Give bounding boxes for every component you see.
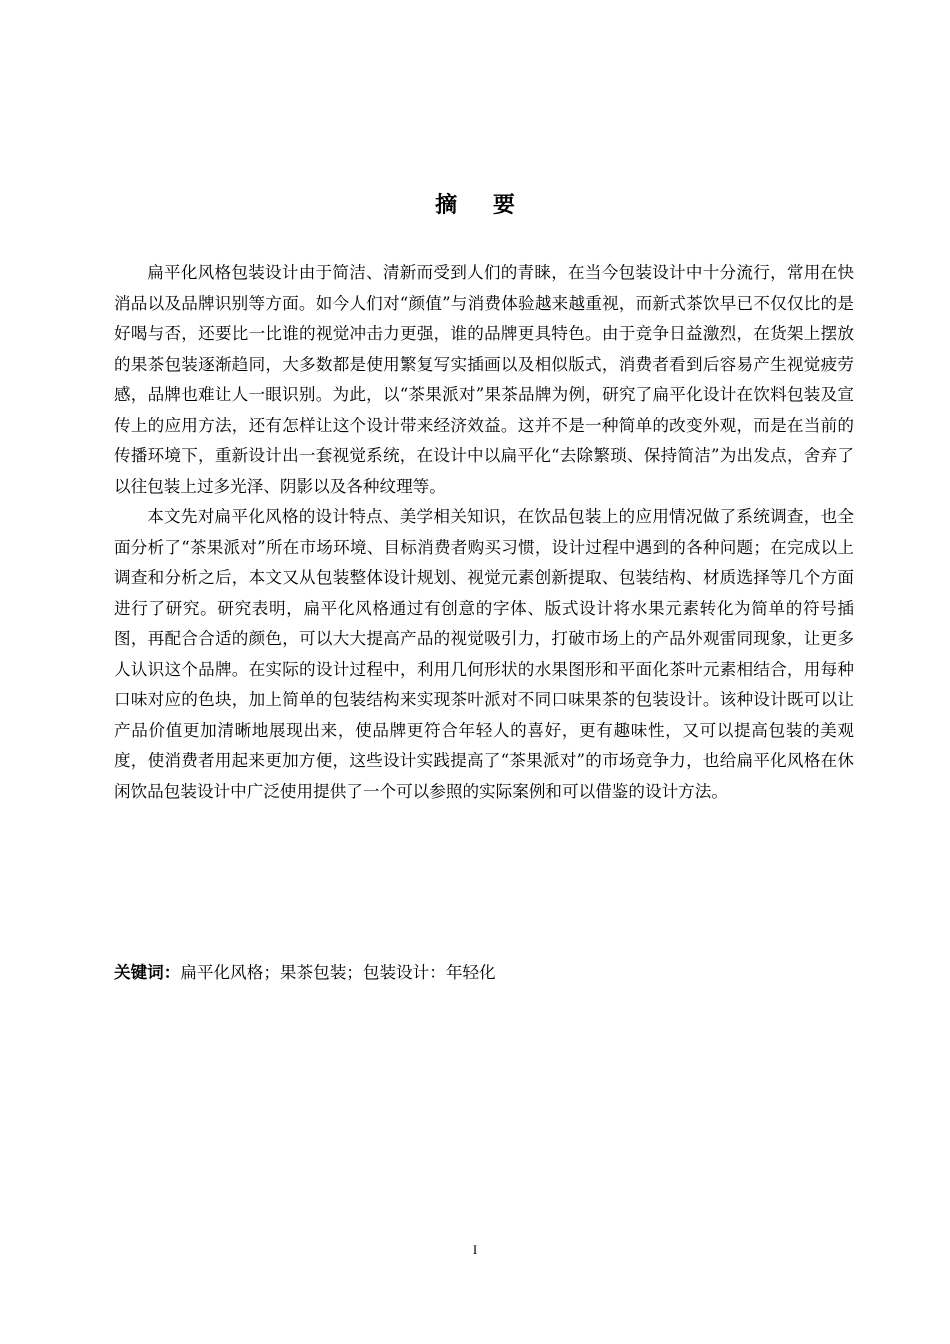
keywords-value: 扁平化风格；果茶包装；包装设计：年轻化 xyxy=(180,963,496,982)
abstract-paragraph-1: 扁平化风格包装设计由于简洁、清新而受到人们的青睐，在当今包装设计中十分流行，常用在快消品以及品牌识别等方面。如今人们对“颜值”与消费体验越来越重视，而新式茶饮早已不仅仅比的是好喝与否，还要比一比谁的视觉冲击力更强，谁的品牌更具特色。由于竞争日益激烈，在货架上摆放的果茶包装逐渐趋同，大多数都是使用繁复写实插画以及相似版式，消费者看到后容易产生视觉疲劳感，品牌也难让人一眼识别。为此，以“茶果派对”果茶品牌为例，研究了扁平化设计在饮料包装及宣传上的应用方法，还有怎样让这个设计带来经济效益。这并不是一种简单的改变外观，而是在当前的传播环境下，重新设计出一套视觉系统，在设计中以扁平化“去除繁琐、保持简洁”为出发点，舍弃了以往包装上过多光泽、阴影以及各种纹理等。 xyxy=(114,263,854,496)
abstract-paragraph-2: 本文先对扁平化风格的设计特点、美学相关知识，在饮品包装上的应用情况做了系统调查，也全面分析了“茶果派对”所在市场环境、目标消费者购买习惯，设计过程中遇到的各种问题；在完成以上调查和分析之后，本文又从包装整体设计规划、视觉元素创新提取、包装结构、材质选择等几个方面进行了研究。研究表明，扁平化风格通过有创意的字体、版式设计将水果元素转化为简单的符号插图，再配合合适的颜色，可以大大提高产品的视觉吸引力，打破市场上的产品外观雷同现象，让更多人认识这个品牌。在实际的设计过程中，利用几何形状的水果图形和平面化茶叶元素相结合，用每种口味对应的色块，加上简单的包装结构来实现茶叶派对不同口味果茶的包装设计。该种设计既可以让产品价值更加清晰地展现出来，使品牌更符合年轻人的喜好，更有趣味性，又可以提高包装的美观度，使消费者用起来更加方便，这些设计实践提高了“茶果派对”的市场竞争力，也给扁平化风格在休闲饮品包装设计中广泛使用提供了一个可以参照的实际案例和可以借鉴的设计方法。 xyxy=(114,507,854,801)
keywords-line xyxy=(114,958,854,988)
abstract-body xyxy=(114,258,854,807)
keywords-label: 关键词： xyxy=(114,963,181,982)
page-number: I xyxy=(472,1242,478,1257)
abstract-title: 摘 要 xyxy=(435,193,529,218)
